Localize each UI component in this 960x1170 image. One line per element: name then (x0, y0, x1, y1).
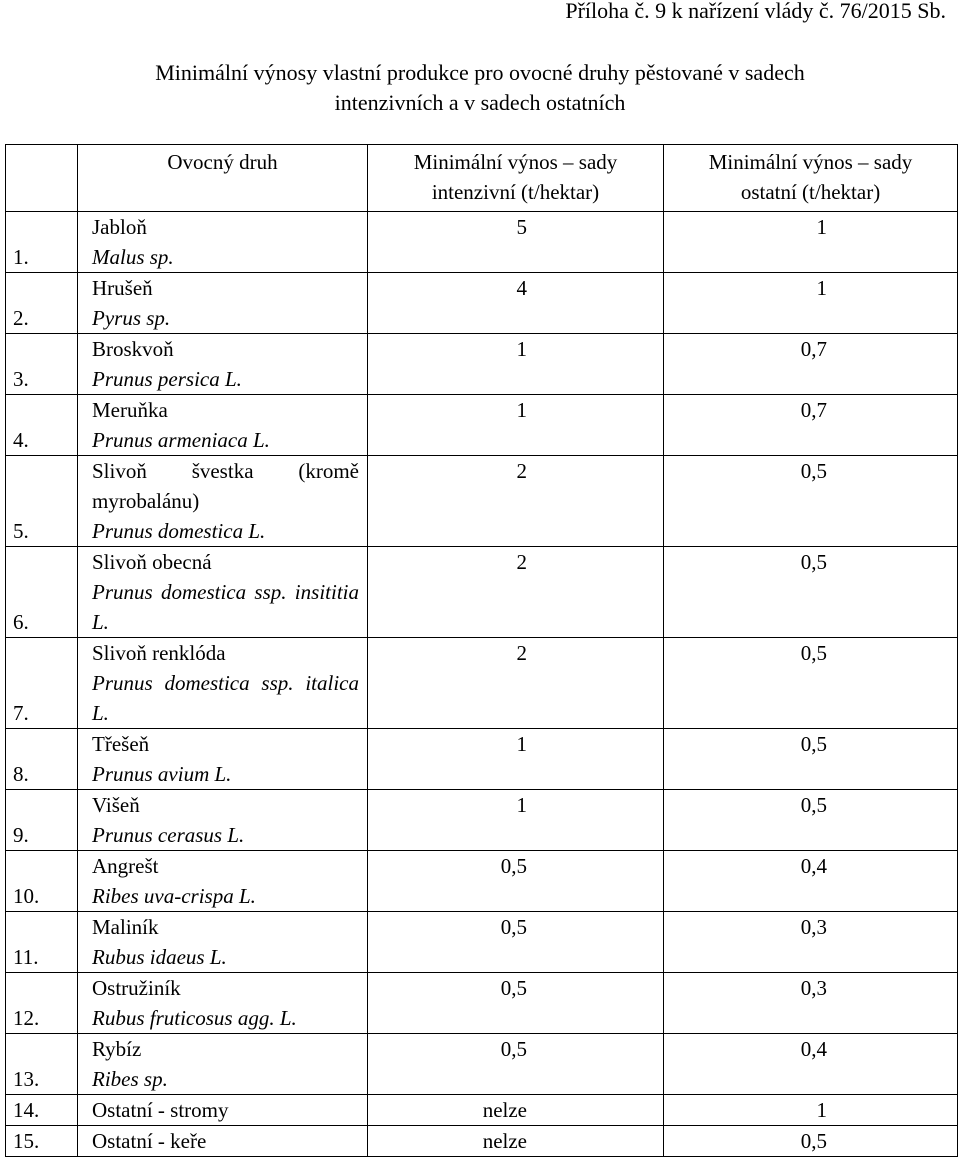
latin-name: Ribes sp. (92, 1067, 168, 1091)
common-name: Ostružiník (92, 976, 181, 1000)
species-cell (78, 334, 368, 395)
title-line-1: Minimální výnosy vlastní produkce pro ovocné druhy pěstované v sadech (155, 60, 805, 85)
species-cell (78, 212, 368, 273)
species-cell (78, 729, 368, 790)
row-number: 8. (6, 729, 78, 790)
other-yield: 0,5 (664, 638, 958, 729)
other-yield: 0,3 (664, 912, 958, 973)
common-name: Slivoň švestka (kromě myrobalánu) (92, 459, 359, 513)
other-yield: 0,5 (664, 1126, 958, 1157)
table-row (6, 790, 958, 851)
species-cell (78, 547, 368, 638)
header-number (6, 145, 78, 212)
table-row (6, 729, 958, 790)
table-row (6, 1095, 958, 1126)
other-yield: 1 (664, 273, 958, 334)
other-yield: 1 (664, 1095, 958, 1126)
species-cell (78, 395, 368, 456)
intensive-yield: 2 (368, 547, 664, 638)
table-header-row (6, 145, 958, 212)
row-number: 7. (6, 638, 78, 729)
intensive-yield: 0,5 (368, 912, 664, 973)
other-yield: 1 (664, 212, 958, 273)
intensive-yield: 1 (368, 790, 664, 851)
table-row (6, 638, 958, 729)
intensive-yield: 0,5 (368, 1034, 664, 1095)
common-name: Maliník (92, 915, 159, 939)
intensive-yield: 0,5 (368, 851, 664, 912)
common-name: Ostatní - keře (92, 1129, 207, 1153)
row-number: 4. (6, 395, 78, 456)
row-number: 6. (6, 547, 78, 638)
species-cell (78, 456, 368, 547)
species-cell (78, 1034, 368, 1095)
table-row (6, 273, 958, 334)
intensive-yield: 4 (368, 273, 664, 334)
latin-name: Prunus armeniaca L. (92, 428, 270, 452)
row-number: 2. (6, 273, 78, 334)
common-name: Broskvoň (92, 337, 174, 361)
header-intensive-line-2: intenzivní (t/hektar) (431, 180, 600, 204)
title-line-2: intenzivních a v sadech ostatních (334, 90, 626, 115)
row-number: 10. (6, 851, 78, 912)
common-name: Meruňka (92, 398, 168, 422)
table-row (6, 973, 958, 1034)
other-yield: 0,7 (664, 395, 958, 456)
common-name: Hrušeň (92, 276, 153, 300)
intensive-yield: 0,5 (368, 973, 664, 1034)
intensive-yield: 2 (368, 456, 664, 547)
table-row (6, 334, 958, 395)
latin-name: Rubus idaeus L. (92, 945, 227, 969)
latin-name: Prunus avium L. (92, 762, 232, 786)
header-intensive-line-1: Minimální výnos – sady (413, 150, 618, 174)
species-cell (78, 273, 368, 334)
common-name: Třešeň (92, 732, 150, 756)
table-row (6, 395, 958, 456)
header-other-line-2: ostatní (t/hektar) (740, 180, 881, 204)
header-other-line-1: Minimální výnos – sady (708, 150, 913, 174)
row-number: 12. (6, 973, 78, 1034)
row-number: 15. (6, 1126, 78, 1157)
common-name: Rybíz (92, 1037, 142, 1061)
intensive-yield: 5 (368, 212, 664, 273)
row-number: 1. (6, 212, 78, 273)
common-name: Jabloň (92, 215, 147, 239)
latin-name: Prunus domestica ssp. insititia L. (92, 580, 359, 634)
latin-name: Prunus persica L. (92, 367, 242, 391)
row-number: 9. (6, 790, 78, 851)
intensive-yield: 2 (368, 638, 664, 729)
latin-name: Prunus domestica L. (92, 519, 266, 543)
intensive-yield: nelze (368, 1095, 664, 1126)
species-cell (78, 638, 368, 729)
table-row (6, 547, 958, 638)
other-yield: 0,5 (664, 456, 958, 547)
species-cell (78, 1126, 368, 1157)
header-species: Ovocný druh (78, 145, 368, 212)
document-title (0, 58, 960, 118)
common-name: Višeň (92, 793, 140, 817)
header-other (664, 145, 958, 212)
latin-name: Ribes uva-crispa L. (92, 884, 256, 908)
table-row (6, 851, 958, 912)
common-name: Ostatní - stromy (92, 1098, 229, 1122)
intensive-yield: 1 (368, 395, 664, 456)
common-name: Slivoň obecná (92, 550, 212, 574)
table-row (6, 212, 958, 273)
yield-table (5, 144, 958, 1157)
intensive-yield: nelze (368, 1126, 664, 1157)
species-cell (78, 912, 368, 973)
other-yield: 0,7 (664, 334, 958, 395)
intensive-yield: 1 (368, 729, 664, 790)
row-number: 14. (6, 1095, 78, 1126)
row-number: 13. (6, 1034, 78, 1095)
other-yield: 0,3 (664, 973, 958, 1034)
intensive-yield: 1 (368, 334, 664, 395)
latin-name: Pyrus sp. (92, 306, 171, 330)
row-number: 5. (6, 456, 78, 547)
common-name: Angrešt (92, 854, 159, 878)
other-yield: 0,5 (664, 729, 958, 790)
annex-label: Příloha č. 9 k nařízení vlády č. 76/2015 Sb. (565, 0, 946, 23)
table-row (6, 456, 958, 547)
table-row (6, 912, 958, 973)
other-yield: 0,4 (664, 1034, 958, 1095)
latin-name: Rubus fruticosus agg. L. (92, 1006, 297, 1030)
species-cell (78, 790, 368, 851)
row-number: 3. (6, 334, 78, 395)
latin-name: Malus sp. (92, 245, 174, 269)
other-yield: 0,5 (664, 547, 958, 638)
table-row (6, 1126, 958, 1157)
latin-name: Prunus domestica ssp. italica L. (92, 671, 359, 725)
latin-name: Prunus cerasus L. (92, 823, 245, 847)
table-row (6, 1034, 958, 1095)
other-yield: 0,4 (664, 851, 958, 912)
header-intensive (368, 145, 664, 212)
species-cell (78, 1095, 368, 1126)
common-name: Slivoň renklóda (92, 641, 226, 665)
species-cell (78, 851, 368, 912)
row-number: 11. (6, 912, 78, 973)
species-cell (78, 973, 368, 1034)
other-yield: 0,5 (664, 790, 958, 851)
